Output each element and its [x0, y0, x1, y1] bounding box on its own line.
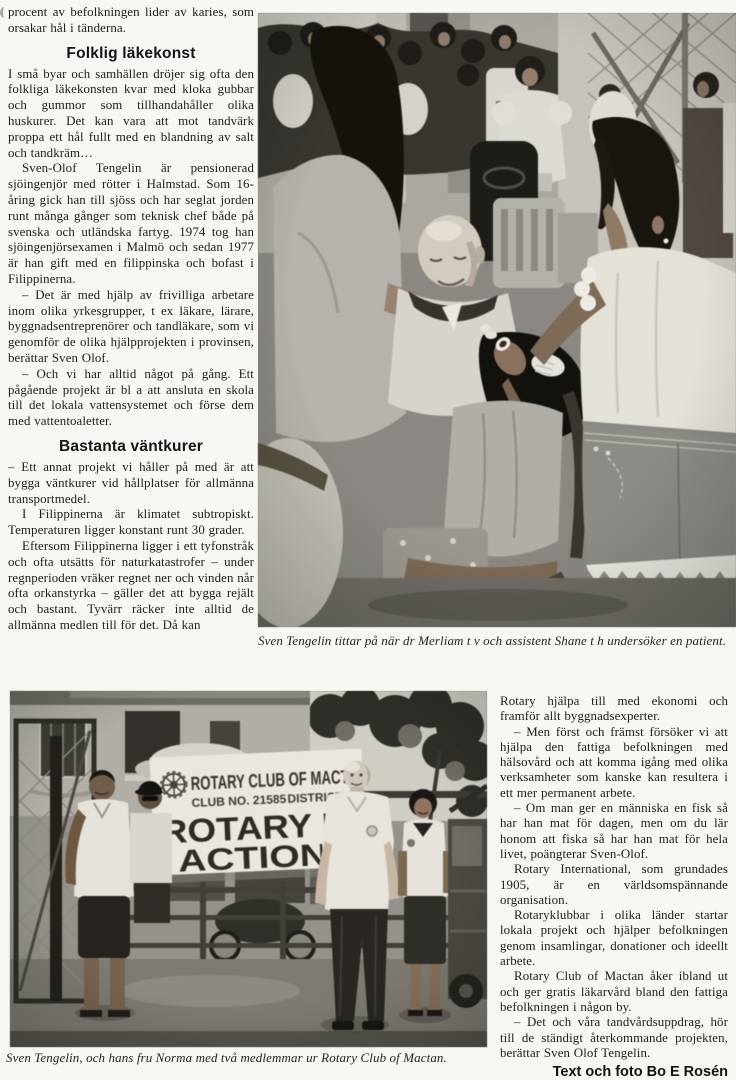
bottom-photo-caption: Sven Tengelin, och hans fru Norma med två medlemmar ur Rotary Club of Mactan.	[6, 1050, 447, 1065]
paragraph: Rotaryklubbar i olika länder startar lokala projekt och hjälper befolkningen genom insamlingar, donationer och ideellt arbete.	[500, 908, 728, 969]
photo-dental-examination	[258, 13, 736, 627]
paragraph: – Men först och främst försöker vi att hjälpa den fattiga befolkningen med hälsovård och att komma igång med olika verksamheter som kanske kan resultera i ett mer permanent arbete.	[500, 724, 728, 800]
paragraph: – Ett annat projekt vi håller på med är att bygga väntkurer vid hållplatser för allmänna transportmedel.	[8, 459, 254, 506]
section-heading-folklig-lakekonst: Folklig läkekonst	[66, 44, 196, 62]
paragraph: – Om man ger en människa en fisk så har han mat för dagen, men om du lär honom att fiska så har han mat för hela livet, poängterar Sven-Olof.	[500, 801, 728, 861]
paragraph: – Och vi har alltid något på gång. Ett pågående projekt är bl a att ansluta en skola till det lokala vattensystemet och förse dem med vattentoaletter.	[8, 366, 254, 429]
byline: Text och foto Bo E Rosén	[552, 1064, 728, 1080]
section-heading-bastanta-vantkurer: Bastanta väntkurer	[58, 437, 204, 455]
paragraph: I Filippinerna är klimatet subtropiskt. Temperaturen ligger konstant runt 30 grader.	[8, 507, 254, 538]
paragraph: Rotary Club of Mactan åker ibland ut och ger gratis läkarvård bland den fattiga befolkningen i någon by.	[500, 969, 728, 1014]
paragraph: – Det och våra tandvårdsuppdrag, hör till de ständigt återkommande projekten, berättar Sven Olof Tengelin.	[500, 1015, 728, 1060]
left-text-column	[8, 5, 254, 634]
paragraph: Rotary International, som grundades 1905, är en världsomspännande organisation.	[500, 862, 728, 907]
paragraph-fragment: procent av befolkningen lider av karies, som orsakar hål i tänderna.	[8, 5, 254, 35]
paragraph: I små byar och samhällen dröjer sig ofta den folkliga läkekonsten kvar med kloka gubbar och gummor som tillhandahåller olika huskurer. Det kan vara att mot tandvärk proppa ett hål fullt med en blandning av salt och tandkräm…	[8, 66, 254, 160]
right-text-column	[500, 694, 728, 1080]
top-photo-caption: Sven Tengelin tittar på när dr Merliam t v och assistent Shane t h undersöker en patient.	[258, 633, 727, 648]
paragraph: Sven-Olof Tengelin är pensionerad sjöingenjör med rötter i Halmstad. Som 16-åring gick han till sjöss och har seglat jorden runt många gånger som teknisk chef både på svenska och utländska fartyg. 1974 tog han sjöingenjörsexamen i Malmö och sedan 1977 är han gift med en filippinska och bofast i Filippinerna.	[8, 161, 254, 286]
paragraph: Eftersom Filippinerna ligger i ett tyfonstråk och ofta utsätts för naturkatastrofer – under regnperioden vräker regnet ner och vinden når ofta orkanstyrka – gäller det att bygga rejält och bastant. Tyvärr räcker inte alltid de allmänna medlen till för det. Då kan	[8, 538, 254, 632]
rotary-photo-illustration	[10, 691, 487, 1047]
photo-rotary-banner-group	[10, 691, 487, 1047]
paragraph: – Det är med hjälp av frivilliga arbetare inom olika yrkesgrupper, t ex läkare, lärare, byggnadsentreprenörer och tandläkare, som vi genomför de olika hjälpprojekten i provinsen, berättar Sven Olof.	[8, 287, 254, 365]
dental-photo-illustration	[258, 13, 736, 627]
paragraph: Rotary hjälpa till med ekonomi och framför allt byggnadsexperter.	[500, 694, 728, 724]
